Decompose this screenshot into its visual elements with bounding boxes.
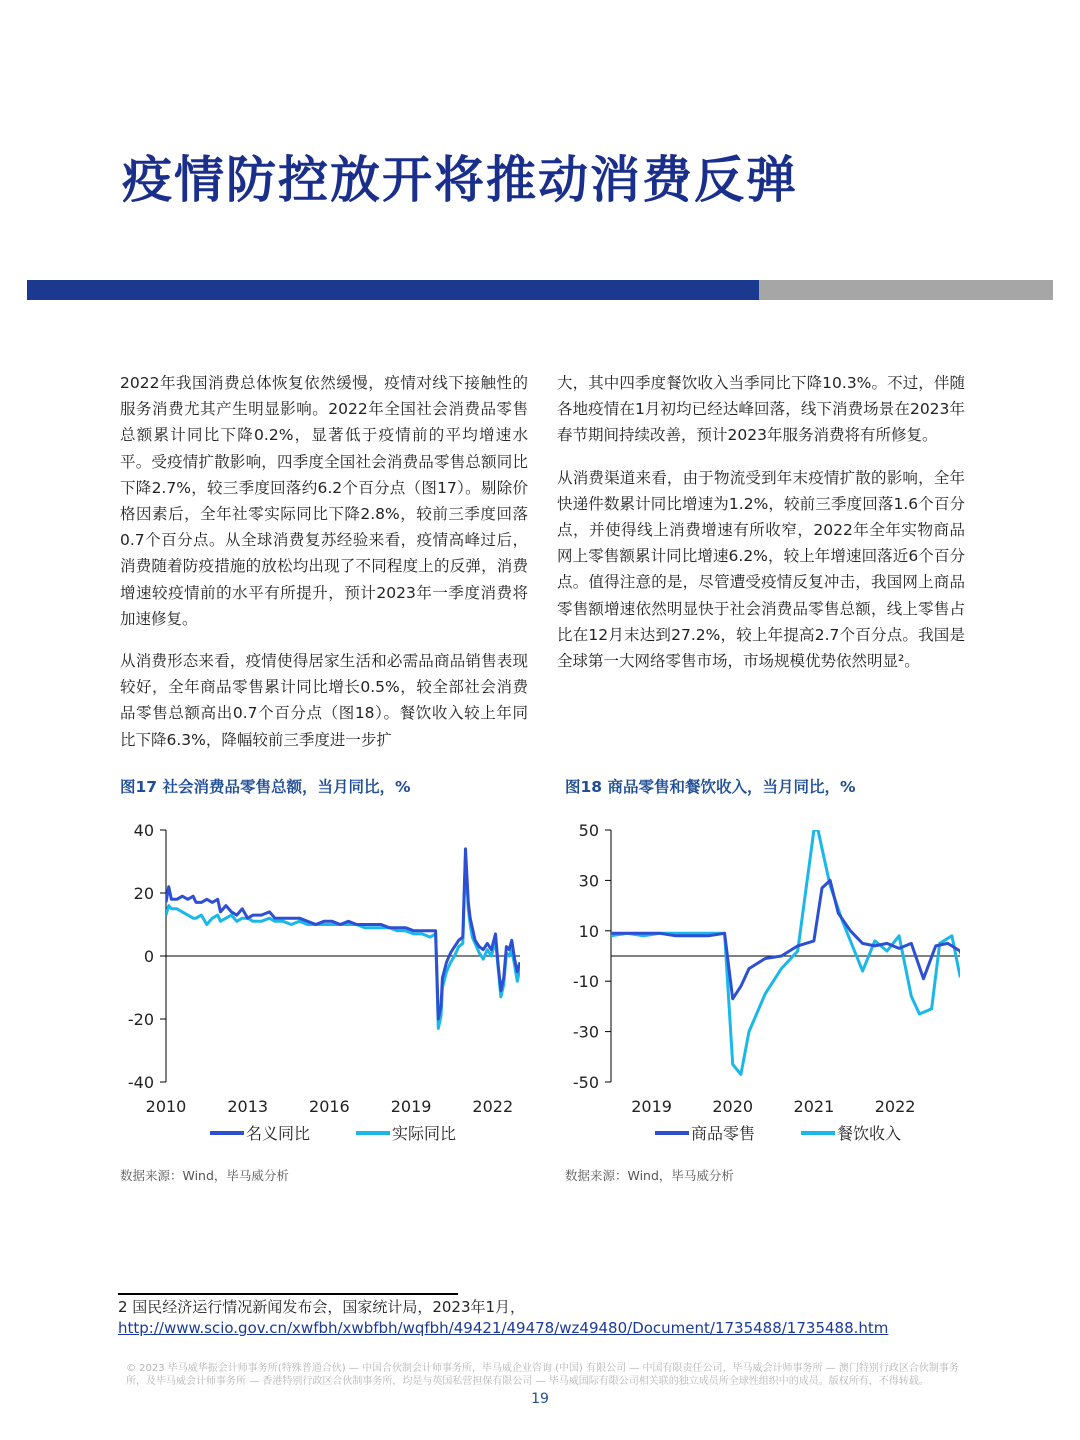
footnote xyxy=(118,1297,888,1339)
x-tick-label: 2019 xyxy=(390,1097,432,1116)
y-tick-label: 40 xyxy=(133,821,154,840)
series-line-secondary xyxy=(611,830,975,1074)
x-tick-label: 2016 xyxy=(309,1097,350,1116)
page-title: 疫情防控放开将推动消费反弹 xyxy=(122,151,798,209)
paragraph: 从消费形态来看，疫情使得居家生活和必需品商品销售表现较好，全年商品零售累计同比增长0.5%，较全部社会消费品零售总额高出0.7个百分点（图18）。餐饮收入较上年同比下降6.3%，降幅较前三季度进一步扩 xyxy=(120,652,528,749)
body-column-right xyxy=(557,370,965,690)
figure-17-chart xyxy=(110,815,530,1155)
x-tick-label: 2022 xyxy=(472,1097,514,1116)
y-tick-label: -30 xyxy=(572,1022,599,1042)
x-tick-label: 2022 xyxy=(874,1097,916,1116)
y-tick-label: -50 xyxy=(572,1073,599,1092)
legend-label: 餐饮收入 xyxy=(837,1124,902,1143)
series-line-primary xyxy=(611,880,975,998)
figure-17-source: 数据来源：Wind，毕马威分析 xyxy=(120,1168,289,1183)
y-tick-label: 10 xyxy=(578,921,599,941)
legal-notice: © 2023 毕马威华振会计师事务所(特殊普通合伙) — 中国合伙制会计师事务所，毕马威企业咨询 (中国) 有限公司 — 中国有限责任公司，毕马威会计师事务所 — 澳门特别行政区合伙制事务所，及毕马威会计师事务所 — 香港特别行政区合伙制事务所，均是与英国私营担保有限公司 — 毕马威国际有限公司相关联的独立成员所全球性组织中的成员。版权所有，不得转载。 xyxy=(126,1363,959,1387)
y-tick-label: -20 xyxy=(127,1010,154,1029)
footnote-text: 2 国民经济运行情况新闻发布会，国家统计局，2023年1月， xyxy=(118,1298,526,1316)
legend-label: 实际同比 xyxy=(392,1124,457,1143)
x-tick-label: 2010 xyxy=(145,1097,187,1116)
figure-18-chart xyxy=(555,815,975,1155)
paragraph: 从消费渠道来看，由于物流受到年末疫情扩散的影响，全年快递件数累计同比增速为1.2%，较前三季度回落1.6个百分点，并使得线上消费增速有所收窄，2022年全年实物商品网上零售额累计同比增速6.2%，较上年增速回落近6个百分点。值得注意的是，尽管遭受疫情反复冲击，我国网上商品零售额增速依然明显快于社会消费品零售总额，线上零售占比在12月末达到27.2%，较上年提高2.7个百分点。我国是全球第一大网络零售市场，市场规模优势依然明显²。 xyxy=(557,468,965,671)
x-tick-label: 2013 xyxy=(227,1097,269,1116)
figure-18-title: 图18 商品零售和餐饮收入，当月同比，% xyxy=(565,778,856,796)
header-bar-blue xyxy=(27,280,759,300)
header-bar-grey xyxy=(759,280,1053,300)
figure-18-source: 数据来源：Wind，毕马威分析 xyxy=(565,1168,734,1183)
paragraph: 2022年我国消费总体恢复依然缓慢，疫情对线下接触性的服务消费尤其产生明显影响。2022年全国社会消费品零售总额累计同比下降0.2%，显著低于疫情前的平均增速水平。受疫情扩散影响，四季度全国社会消费品零售总额同比下降2.7%，较三季度回落约6.2个百分点（图17）。剔除价格因素后，全年社零实际同比下降2.8%，较前三季度回落0.7个百分点。从全球消费复苏经验来看，疫情高峰过后，消费随着防疫措施的放松均出现了不同程度上的反弹，消费增速较疫情前的水平有所提升，预计2023年一季度消费将加速修复。 xyxy=(120,374,528,628)
x-tick-label: 2021 xyxy=(793,1097,835,1116)
y-tick-label: 20 xyxy=(133,884,154,903)
y-tick-label: -40 xyxy=(127,1073,154,1092)
y-tick-label: 50 xyxy=(578,821,599,840)
legend-label: 名义同比 xyxy=(246,1124,311,1143)
figure-17-title: 图17 社会消费品零售总额，当月同比，% xyxy=(120,778,411,796)
y-tick-label: 0 xyxy=(143,947,154,966)
paragraph: 大，其中四季度餐饮收入当季同比下降10.3%。不过，伴随各地疫情在1月初均已经达峰回落，线下消费场景在2023年春节期间持续改善，预计2023年服务消费将有所修复。 xyxy=(557,374,965,445)
y-tick-label: 30 xyxy=(578,871,599,891)
page-number: 19 xyxy=(531,1391,549,1407)
footnote-divider xyxy=(118,1293,458,1295)
series-line-primary xyxy=(166,849,520,1019)
x-tick-label: 2019 xyxy=(631,1097,672,1116)
footnote-link[interactable]: http://www.scio.gov.cn/xwfbh/xwbfbh/wqfbh/49421/49478/wz49480/Document/1735488/1735488.htm xyxy=(118,1319,889,1337)
y-tick-label: -10 xyxy=(572,972,599,992)
x-tick-label: 2020 xyxy=(712,1097,754,1116)
legend-label: 商品零售 xyxy=(691,1124,756,1143)
body-column-left xyxy=(120,370,528,769)
